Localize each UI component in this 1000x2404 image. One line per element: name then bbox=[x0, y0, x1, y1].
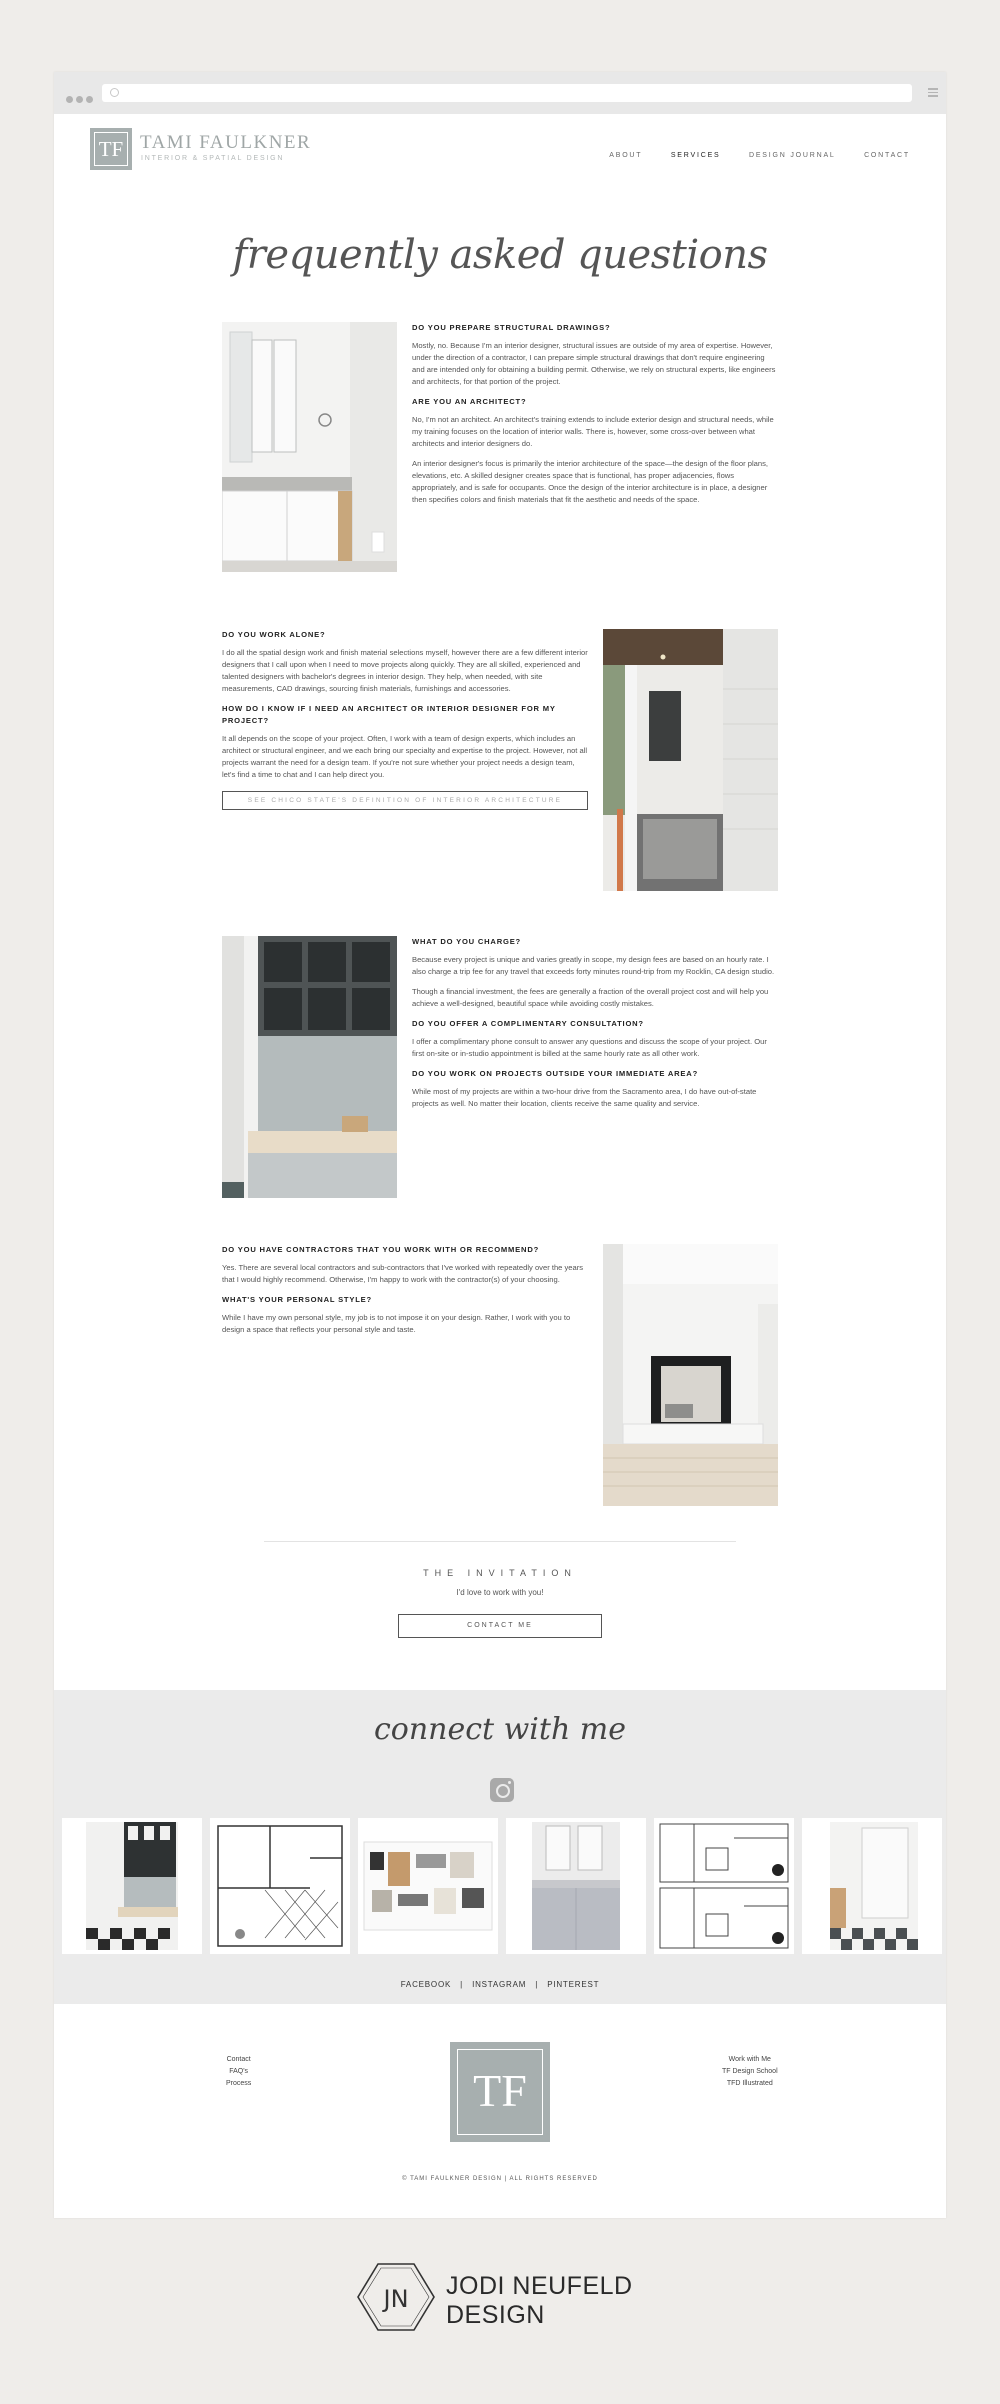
faq-text-2 bbox=[222, 629, 588, 810]
faq-question: DO YOU WORK ALONE? bbox=[222, 630, 326, 639]
faq-question: DO YOU PREPARE STRUCTURAL DRAWINGS? bbox=[412, 323, 611, 332]
faq-answer: While most of my projects are within a two-hour drive from the Sacramento area, I do have out-of-state projects as well. No matter their location, clients receive the same quality and service. bbox=[412, 1087, 757, 1108]
faq-question: WHAT'S YOUR PERSONAL STYLE? bbox=[222, 1295, 372, 1304]
instagram-post-1[interactable] bbox=[62, 1818, 202, 1954]
address-bar[interactable] bbox=[102, 84, 912, 102]
faq-question: WHAT DO YOU CHARGE? bbox=[412, 937, 521, 946]
faq-answer: I do all the spatial design work and finish material selections myself, however there are a few different interior designers that I call upon when I need to move projects along quickly. They are all skilled, experienced and talented designers with bachelor's degrees in interior design. They help, when needed, with site measurements, CAD drawings, sourcing finish materials, furnishings and accessories. bbox=[222, 648, 588, 693]
footer-link-faqs[interactable]: FAQ's bbox=[229, 2068, 249, 2075]
social-separator: | bbox=[460, 1980, 464, 1989]
connect-title: connect with me bbox=[373, 1712, 627, 1747]
faq-answer: Though a financial investment, the fees are generally a fraction of the overall project cost and will help you achieve a well-designed, beautiful space while avoiding costly mistakes. bbox=[412, 987, 769, 1008]
designer-logo-initials: JN bbox=[383, 2285, 409, 2313]
hamburger-menu-icon[interactable] bbox=[928, 88, 938, 99]
instagram-post-2[interactable] bbox=[210, 1818, 350, 1954]
mudroom-cabinets-photo bbox=[222, 936, 397, 1198]
footer-logo[interactable] bbox=[450, 2042, 550, 2142]
faq-answer: Because every project is unique and varies greatly in scope, my design fees are based on an hourly rate. I also charge a trip fee for any travel that exceeds forty minutes round-trip from my Rocklin, CA design studio. bbox=[412, 955, 775, 976]
footer-link-contact[interactable]: Contact bbox=[226, 2056, 251, 2063]
browser-chrome bbox=[54, 72, 946, 114]
faq-question: HOW DO I KNOW IF I NEED AN ARCHITECT OR INTERIOR DESIGNER FOR MY PROJECT? bbox=[222, 704, 556, 725]
footer-logo-initials: TF bbox=[473, 2065, 527, 2116]
faq-question: DO YOU HAVE CONTRACTORS THAT YOU WORK WITH OR RECOMMEND? bbox=[222, 1245, 540, 1254]
instagram-post-4[interactable] bbox=[506, 1818, 646, 1954]
faq-answer: Mostly, no. Because I'm an interior designer, structural issues are outside of my area of expertise. However, under the direction of a contractor, I can prepare simple structural drawings that don't require engineering and are intended only for obtaining a building permit. Otherwise, we rely on structural experts, like engineers and architects, for that portion of the project. bbox=[412, 341, 776, 386]
social-separator: | bbox=[535, 1980, 539, 1989]
invitation-heading: THE INVITATION bbox=[423, 1568, 577, 1578]
search-icon bbox=[110, 88, 119, 97]
brand-name[interactable]: TAMI FAULKNER bbox=[140, 132, 312, 153]
section-divider bbox=[264, 1541, 736, 1542]
faq-answer: It all depends on the scope of your project. Often, I work with a team of design experts, which includes an architect or structural engineer, and we each bring our specialty and expertise to the project. However, not all projects warrant the need for a design team. If you're not sure whether your project needs a design team, let's find a time to chat and I can help direct you. bbox=[222, 734, 588, 779]
site-logo[interactable]: TF bbox=[90, 128, 132, 170]
footer-links-right bbox=[722, 2054, 778, 2090]
footer-link-tfd-illustrated[interactable]: TFD Illustrated bbox=[726, 2080, 773, 2087]
faq-block-3 bbox=[222, 936, 778, 1198]
faq-block-1 bbox=[222, 322, 778, 574]
nav-about[interactable]: ABOUT bbox=[609, 152, 643, 159]
faq-text-1 bbox=[412, 322, 778, 514]
faq-answer: I offer a complimentary phone consult to answer any questions and discuss the scope of your project. Our first on-site or in-studio appointment is billed at the same hourly rate as all other work. bbox=[412, 1037, 767, 1058]
browser-window bbox=[54, 72, 946, 2218]
bathroom-vanity-photo bbox=[222, 322, 397, 572]
designer-logo-mark bbox=[356, 2262, 436, 2332]
faq-question: ARE YOU AN ARCHITECT? bbox=[412, 397, 527, 406]
brand-tagline: INTERIOR & SPATIAL DESIGN bbox=[141, 155, 285, 162]
faq-text-4 bbox=[222, 1244, 588, 1344]
window-controls[interactable] bbox=[66, 90, 96, 108]
facebook-link[interactable]: FACEBOOK bbox=[400, 1980, 452, 1989]
footer-link-work-with-me[interactable]: Work with Me bbox=[728, 2056, 771, 2063]
instagram-post-3[interactable] bbox=[358, 1818, 498, 1954]
footer-links-left bbox=[226, 2054, 251, 2090]
connect-section bbox=[54, 1690, 946, 2004]
footer-link-design-school[interactable]: TF Design School bbox=[722, 2068, 778, 2075]
site-footer bbox=[54, 2004, 946, 2218]
instagram-post-6[interactable] bbox=[802, 1818, 942, 1954]
main-nav bbox=[585, 144, 910, 162]
page-title: frequently asked questions bbox=[232, 232, 768, 278]
faq-block-4 bbox=[222, 1244, 778, 1506]
designer-credit-line1: JODI NEUFELD bbox=[446, 2272, 633, 2300]
site-header bbox=[54, 114, 946, 192]
nav-design-journal[interactable]: DESIGN JOURNAL bbox=[748, 152, 836, 159]
exterior-stairwell-photo bbox=[603, 629, 778, 891]
faq-answer: No, I'm not an architect. An architect's training extends to include exterior design and structural needs, while my training focuses on the location of interior walls. There is, however, some cross-over between what architects and interior designers do. bbox=[412, 415, 774, 448]
instagram-post-5[interactable] bbox=[654, 1818, 794, 1954]
faq-block-2 bbox=[222, 629, 778, 891]
faq-question: DO YOU WORK ON PROJECTS OUTSIDE YOUR IMMEDIATE AREA? bbox=[412, 1069, 699, 1078]
faq-answer: While I have my own personal style, my job is to not impose it on your design. Rather, I work with you to design a space that reflects your personal style and taste. bbox=[222, 1313, 571, 1334]
footer-link-process[interactable]: Process bbox=[226, 2080, 252, 2087]
instagram-link[interactable]: INSTAGRAM bbox=[472, 1980, 527, 1989]
social-links bbox=[54, 1980, 946, 1989]
instagram-icon[interactable] bbox=[490, 1778, 514, 1802]
instagram-feed bbox=[62, 1818, 938, 1954]
designer-credit bbox=[446, 2272, 633, 2330]
pinterest-link[interactable]: PINTEREST bbox=[547, 1980, 600, 1989]
faq-answer: An interior designer's focus is primarily the interior architecture of the space—the design of the floor plans, elevations, etc. A skilled designer creates space that is functional, has proper adjacencies, flows appropriately, and is safe for occupants. Once the design of the interior architecture is in place, a designer then specifies colors and finish materials that fit the aesthetic and needs of the space. bbox=[412, 459, 769, 504]
fireplace-photo bbox=[603, 1244, 778, 1506]
faq-question: DO YOU OFFER A COMPLIMENTARY CONSULTATION? bbox=[412, 1019, 644, 1028]
faq-text-3 bbox=[412, 936, 778, 1118]
copyright-text: © TAMI FAULKNER DESIGN | ALL RIGHTS RESERVED bbox=[402, 2176, 598, 2182]
nav-contact[interactable]: CONTACT bbox=[864, 152, 910, 159]
nav-services[interactable]: SERVICES bbox=[670, 152, 721, 159]
architecture-definition-button[interactable]: SEE CHICO STATE'S DEFINITION OF INTERIOR ARCHITECTURE bbox=[222, 791, 588, 810]
invitation-subtext: I'd love to work with you! bbox=[456, 1588, 544, 1597]
contact-me-button[interactable]: CONTACT ME bbox=[398, 1614, 602, 1638]
faq-answer: Yes. There are several local contractors and sub-contractors that I've worked with repeatedly over the years that I would highly recommend. Otherwise, I'm happy to work with the contractor(s) of your choosing. bbox=[222, 1263, 584, 1284]
designer-credit-line2: DESIGN bbox=[446, 2301, 545, 2329]
